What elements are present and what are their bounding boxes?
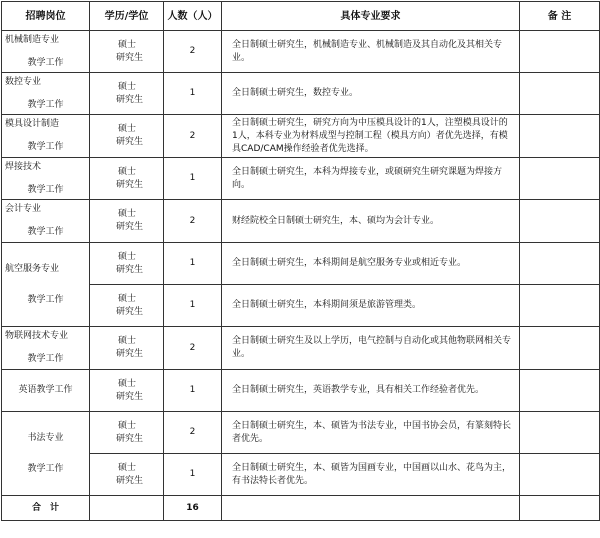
table-row [2,412,600,454]
count-cell: 2 [164,200,222,243]
table-row [2,285,600,327]
position-duty: 教学工作 [27,227,64,237]
position-duty: 教学工作 [27,142,64,152]
education-label: 研究生 [116,433,144,444]
note-cell [520,285,600,327]
education-label: 研究生 [116,94,144,105]
total-empty-cell [222,496,520,521]
table-row [2,454,600,496]
note-cell [520,412,600,454]
position-name: 会计专业 [5,204,42,214]
table-row [2,158,600,200]
degree-cell [90,243,164,285]
position-name: 数控专业 [5,76,42,87]
note-cell [520,327,600,370]
note-cell [520,158,600,200]
note-cell [520,200,600,243]
degree-cell [90,158,164,200]
header-position: 招聘岗位 [2,2,90,31]
requirement-cell: 全日制硕士研究生，数控专业。 [222,73,520,115]
education-label: 研究生 [116,306,144,317]
degree-cell [90,454,164,496]
header-row [2,2,600,31]
total-empty-cell [90,496,164,521]
education-label: 研究生 [116,222,144,232]
total-count: 16 [164,496,222,521]
requirement-cell: 全日制硕士研究生，本、硕皆为书法专业，中国书协会员，有篆刻特长者优先。 [222,412,520,454]
total-empty-cell [520,496,600,521]
education-label: 研究生 [116,264,144,275]
requirement-cell: 财经院校全日制硕士研究生，本、硕均为会计专业。 [222,200,520,243]
requirement-cell: 全日制硕士研究生，研究方向为中压模具设计的1人，注塑模具设计的1人，本科专业为材料成型与控制工程（模具方向）者优先选择，有模具CAD/CAM操作经验者优先选择。 [222,115,520,158]
note-cell [520,370,600,412]
table-row [2,370,600,412]
position-duty: 教学工作 [27,99,64,110]
position-duty: 教学工作 [27,294,64,305]
education-label: 研究生 [116,475,144,486]
count-cell: 1 [164,158,222,200]
header-note: 备 注 [520,2,600,31]
position-name: 航空服务专业 [5,263,60,274]
position-cell [2,115,90,158]
degree-label: 硕士 [118,462,137,473]
position-cell [2,200,90,243]
header-degree: 学历/学位 [90,2,164,31]
position-duty: 教学工作 [27,354,64,364]
count-cell: 2 [164,412,222,454]
note-cell [520,31,600,73]
total-label: 合 计 [2,496,90,521]
position-cell [2,73,90,115]
count-cell: 2 [164,31,222,73]
note-cell [520,115,600,158]
education-label: 研究生 [116,137,144,147]
education-label: 研究生 [116,391,144,402]
position-cell [2,31,90,73]
degree-cell [90,73,164,115]
degree-label: 硕士 [118,336,137,346]
degree-label: 硕士 [118,81,137,92]
position-name: 焊接技术 [5,161,42,172]
note-cell [520,243,600,285]
requirement-cell: 全日制硕士研究生，本科为焊接专业，或硕研究生研究课题为焊接方向。 [222,158,520,200]
requirement-cell: 全日制硕士研究生，本、硕皆为国画专业，中国画以山水、花鸟为主，有书法特长者优先。 [222,454,520,496]
table-row [2,243,600,285]
note-cell [520,73,600,115]
education-label: 研究生 [116,52,144,63]
position-name: 书法专业 [27,432,64,443]
position-duty: 教学工作 [27,184,64,195]
note-cell [520,454,600,496]
requirement-cell: 全日制硕士研究生，本科期间须是旅游管理类。 [222,285,520,327]
count-cell: 1 [164,73,222,115]
count-cell: 1 [164,370,222,412]
count-cell: 1 [164,285,222,327]
position-cell: 英语教学工作 [2,370,90,412]
degree-label: 硕士 [118,166,137,177]
education-label: 研究生 [116,179,144,190]
requirement-cell: 全日制硕士研究生，英语教学专业，具有相关工作经验者优先。 [222,370,520,412]
degree-label: 硕士 [118,39,137,50]
requirement-cell: 全日制硕士研究生，本科期间是航空服务专业或相近专业。 [222,243,520,285]
degree-label: 硕士 [118,209,137,219]
count-cell: 1 [164,454,222,496]
position-cell [2,158,90,200]
degree-cell [90,370,164,412]
table-row [2,31,600,73]
requirement-cell: 全日制硕士研究生，机械制造专业、机械制造及其自动化及其相关专业。 [222,31,520,73]
count-cell: 1 [164,243,222,285]
degree-cell [90,115,164,158]
education-label: 研究生 [116,349,144,359]
degree-label: 硕士 [118,420,137,431]
requirement-cell: 全日制硕士研究生及以上学历，电气控制与自动化或其他物联网相关专业。 [222,327,520,370]
degree-label: 硕士 [118,293,137,304]
degree-label: 硕士 [118,251,137,262]
position-duty: 教学工作 [27,57,64,68]
count-cell: 2 [164,327,222,370]
degree-cell [90,412,164,454]
table-row [2,327,600,370]
header-requirement: 具体专业要求 [222,2,520,31]
header-count: 人数（人） [164,2,222,31]
table-row [2,200,600,243]
position-cell [2,327,90,370]
position-duty: 教学工作 [27,463,64,474]
degree-label: 硕士 [118,378,137,389]
degree-cell [90,285,164,327]
table-row [2,115,600,158]
position-name: 模具设计制造 [5,119,60,129]
position-name: 物联网技术专业 [5,331,69,341]
degree-cell [90,200,164,243]
count-cell: 2 [164,115,222,158]
total-row [2,496,600,521]
recruitment-table [1,1,600,521]
position-name: 机械制造专业 [5,34,60,45]
position-cell [2,412,90,496]
degree-cell [90,31,164,73]
degree-label: 硕士 [118,124,137,134]
table-row [2,73,600,115]
position-cell [2,243,90,327]
degree-cell [90,327,164,370]
